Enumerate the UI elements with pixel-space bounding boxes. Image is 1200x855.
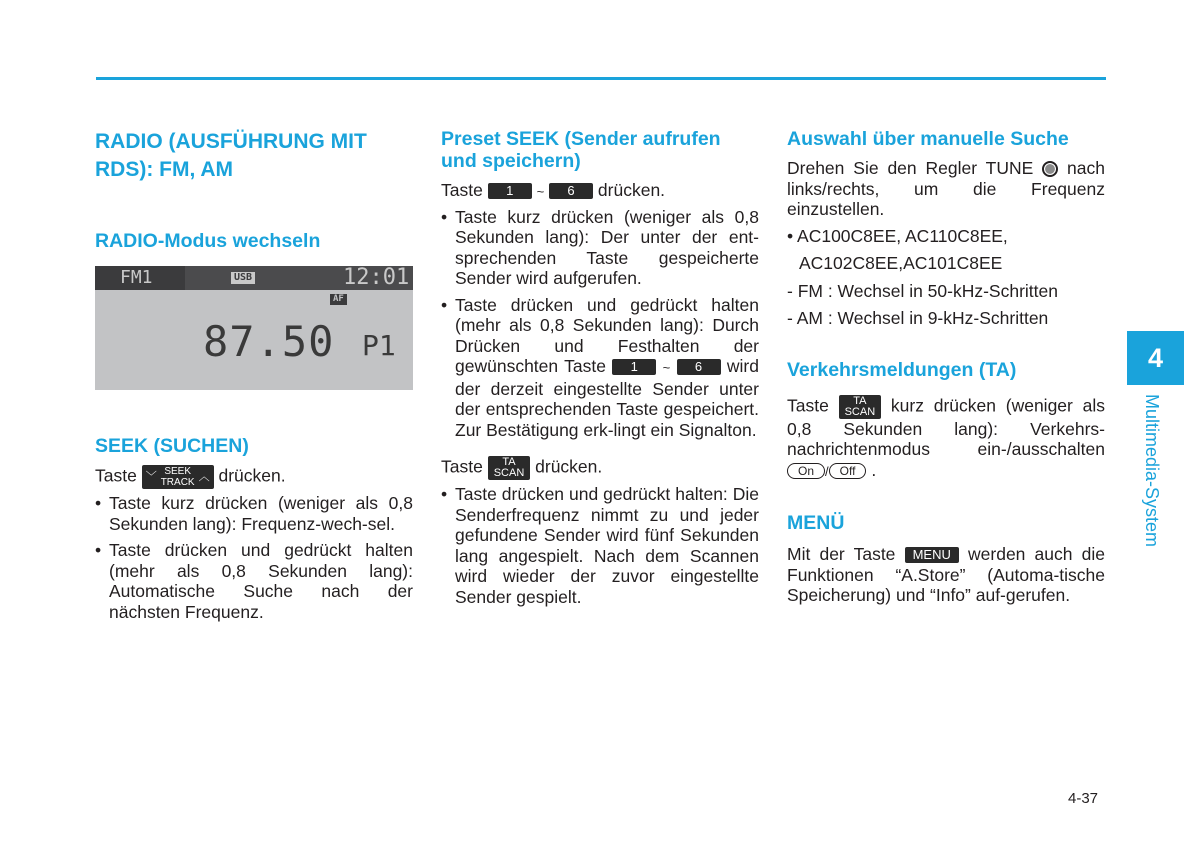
display-frequency: 87.50 xyxy=(203,317,335,366)
menu-key: MENU xyxy=(905,547,959,563)
list-item: • Taste drücken und gedrückt halten: Die Senderfrequenz nimmt zu und jeder gefundene Sender wird fünf Sekunden lang angespielt. Nach dem Scannen wird wieder der zuvor eingestellte Sender gespielt. xyxy=(441,484,759,607)
section-title-radio: RADIO (AUSFÜHRUNG MIT RDS): FM, AM xyxy=(95,130,367,181)
ta-scan-key xyxy=(488,456,531,480)
list-item: AC102C8EE,AC101C8EE xyxy=(799,253,1003,273)
seek-key-bottom: TRACK xyxy=(160,477,195,488)
models-list xyxy=(787,226,1105,329)
scan-key-top: TA xyxy=(502,456,516,468)
display-usb-badge: USB xyxy=(231,272,255,284)
list-item: - AM : Wechsel in 9-kHz-Schritten xyxy=(787,308,1049,328)
tune-knob-icon xyxy=(1042,161,1058,177)
menu-text xyxy=(787,544,1105,606)
ta-text-body: kurz drücken (weniger als 0,8 Sekunden lang): Verkehrs-nachrichtenmodus ein-/ausschalten xyxy=(787,395,1105,459)
seek-press-text: drücken. xyxy=(218,465,286,486)
seek-bullet-list xyxy=(95,493,413,622)
ta-scan-key-2 xyxy=(839,395,882,419)
menu-text-a: Mit der Taste xyxy=(787,544,896,564)
seek-taste-text: Taste xyxy=(95,465,137,486)
column-3 xyxy=(787,128,1105,606)
heading-traffic: Verkehrsmeldungen (TA) xyxy=(787,358,1017,381)
ta-key-bottom: SCAN xyxy=(844,405,876,418)
list-item xyxy=(441,295,759,441)
chapter-label: Multimedia-System xyxy=(1142,394,1162,548)
tilde-text: ~ xyxy=(536,184,545,199)
seek-track-key xyxy=(142,465,214,489)
off-indicator: Off xyxy=(829,463,867,479)
scan-instruction xyxy=(441,456,759,480)
scan-bullet-list xyxy=(441,484,759,607)
top-rule xyxy=(96,77,1106,80)
list-item: • Taste kurz drücken (weniger als 0,8 Sekunden lang): Der unter der ent-sprechenden Taste gespeicherte Sender wird aufgerufen. xyxy=(441,207,759,289)
bullet2-text-b: wird der derzeit eingestellte Sender unter der entsprechenden Taste gespeichert. Zur Bestätigung erk-lingt ein Signalton. xyxy=(455,356,759,440)
list-item: • AC100C8EE, AC110C8EE, xyxy=(787,225,1008,246)
manual-text-b: nach links/rechts, um die Frequenz einzustellen. xyxy=(787,158,1105,219)
list-item: • Taste drücken und gedrückt halten (mehr als 0,8 Sekunden lang): Automatische Suche nach der nächsten Frequenz. xyxy=(95,540,413,622)
heading-menu: MENÜ xyxy=(787,512,845,534)
manual-text-a: Drehen Sie den Regler TUNE xyxy=(787,158,1034,178)
column-2 xyxy=(441,128,759,613)
display-clock: 12:01 xyxy=(343,265,410,290)
scan-key-bottom: SCAN xyxy=(493,467,525,479)
preset-press-text: drücken. xyxy=(597,180,666,200)
heading-seek: SEEK (SUCHEN) xyxy=(95,435,249,457)
heading-preset-seek: Preset SEEK (Sender aufrufen und speichern) xyxy=(441,128,721,172)
tilde-inline: ~ xyxy=(662,360,671,375)
heading-manual-search: Auswahl über manuelle Suche xyxy=(787,128,1069,150)
traffic-text xyxy=(787,395,1105,483)
preset-taste-text: Taste xyxy=(441,180,483,200)
radio-display-illustration xyxy=(95,266,413,390)
display-band: FM1 xyxy=(95,266,185,290)
scan-press-text: drücken. xyxy=(535,456,603,477)
preset-key-1-inline: 1 xyxy=(612,359,656,375)
bullet2-text-a: Taste drücken und gedrückt halten (mehr als 0,8 Sekunden lang): Durch Drücken und Festhalten der gewünschten Taste xyxy=(455,294,759,376)
preset-key-1: 1 xyxy=(488,183,532,199)
ta-taste-text: Taste xyxy=(787,395,829,416)
page-number: 4-37 xyxy=(1068,790,1099,807)
chapter-tab: 4 xyxy=(1127,331,1184,385)
menu-text-b: werden auch die Funktionen “A.Store” (Automa-tische Speicherung) und “Info” auf-gerufen. xyxy=(787,544,1105,605)
column-1 xyxy=(95,128,413,628)
seek-key-top: SEEK xyxy=(164,466,191,477)
display-af-badge: AF xyxy=(330,294,347,305)
scan-taste-text: Taste xyxy=(441,456,483,477)
preset-bullet-list xyxy=(441,207,759,441)
seek-instruction xyxy=(95,465,413,489)
chevron-up-icon: ︿ xyxy=(198,470,210,483)
slash-text: / xyxy=(825,463,829,479)
preset-instruction xyxy=(441,180,759,203)
seek-track-label xyxy=(161,466,195,488)
list-item: • Taste kurz drücken (weniger als 0,8 Sekunden lang): Frequenz-wech-sel. xyxy=(95,493,413,534)
preset-key-6: 6 xyxy=(549,183,593,199)
ta-key-top: TA xyxy=(853,394,867,407)
preset-key-6-inline: 6 xyxy=(677,359,721,375)
period-text: . xyxy=(871,459,877,480)
heading-radio-mode: RADIO-Modus wechseln xyxy=(95,230,321,252)
chevron-down-icon: ﹀ xyxy=(145,470,157,483)
manual-search-text xyxy=(787,158,1105,220)
list-item: - FM : Wechsel in 50-kHz-Schritten xyxy=(787,280,1058,301)
on-indicator: On xyxy=(787,463,825,479)
display-preset: P1 xyxy=(362,329,396,362)
